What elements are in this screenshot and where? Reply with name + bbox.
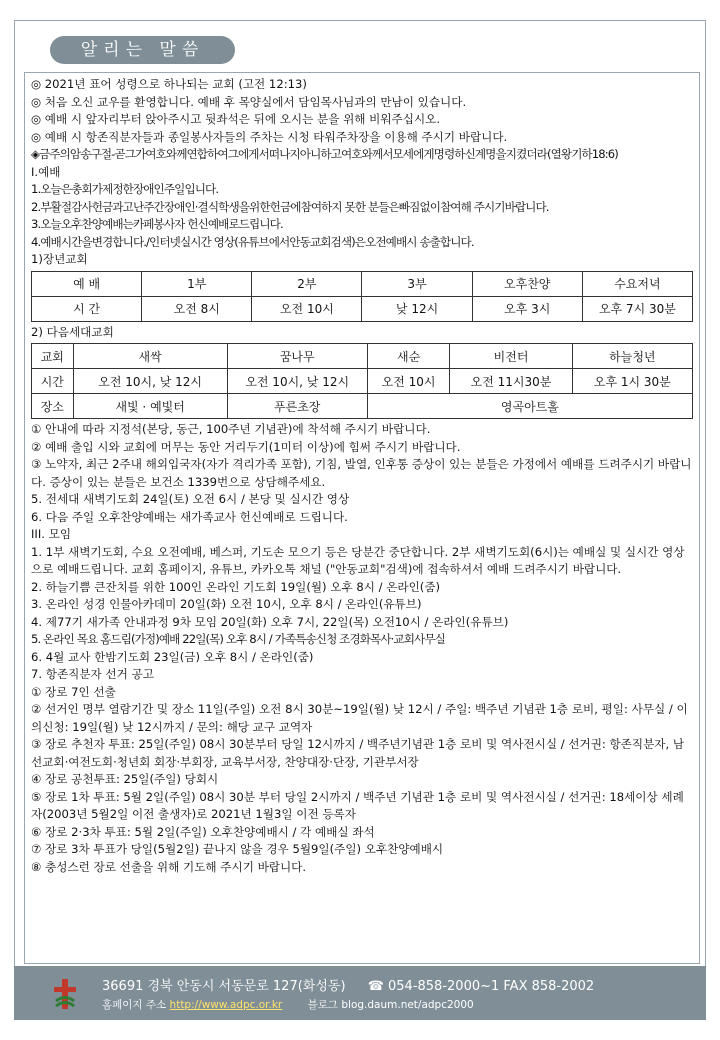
- meeting-item: 4. 제77기 새가족 안내과정 9차 모임 20일(화) 오후 7시, 22일(목) 오전10시 / 온라인(유튜브): [31, 614, 509, 629]
- church-footer: [14, 966, 706, 1020]
- notice-item: 5. 전세대 새벽기도회 24일(토) 오전 6시 / 본당 및 실시간 영상: [31, 492, 350, 506]
- table-cell: 예 배: [32, 271, 142, 296]
- table-cell: 푸른초장: [227, 394, 367, 419]
- meeting-item: ④ 장로 공천투표: 25일(주일) 당회시: [31, 772, 219, 786]
- meeting-item: ① 장로 7인 선출: [31, 684, 116, 699]
- notice-item: 6. 다음 주일 오후찬양예배는 새가족교사 헌신예배로 드립니다.: [31, 509, 348, 524]
- table-cell: 3부: [362, 271, 472, 296]
- homepage-label: 홈페이지 주소: [102, 999, 167, 1011]
- table-cell: 오전 10시: [367, 369, 450, 394]
- table-row: [32, 296, 693, 321]
- table-row: [32, 344, 693, 369]
- table-cell: 오전 10시, 낮 12시: [73, 369, 227, 394]
- table-cell: 새싹: [73, 344, 227, 369]
- meeting-item: ⑤ 장로 1차 투표: 5월 2일(주일) 08시 30분 부터 당일 2시까지 / 백주년 기념관 1층 로비 및 역사전시실 / 선거권: 18세이상 세례자(2003년 5월2일 이전 출생자)로 2021년 1월3일 이전 등록자: [31, 789, 684, 821]
- footer-web-line: [102, 997, 474, 1012]
- table-cell: 새빛 · 예빛터: [73, 394, 227, 419]
- meeting-item: 6. 4월 교사 한밤기도회 23일(금) 오후 8시 / 온라인(줌): [31, 649, 314, 664]
- adult-schedule-table: [31, 271, 693, 322]
- table-cell: 오후 3시: [472, 296, 582, 321]
- table-row: [32, 369, 693, 394]
- footer-contact-line: [102, 975, 594, 994]
- next-generation-label: 2) 다음세대교회: [31, 324, 114, 339]
- table-cell: 영곡아트홀: [367, 394, 692, 419]
- memory-verse: ◈금주의암송구절-곧그가여호와께연합하여그에게서떠나지아니하고여호와께서모세에게명령하신계명을지켰더라(열왕기하18:6): [31, 147, 618, 161]
- table-cell: 꿈나무: [227, 344, 367, 369]
- meeting-item: ⑧ 충성스런 장로 선출을 위해 기도해 주시기 바랍니다.: [31, 859, 307, 874]
- intro-line: ◎ 예배 시 항존직분자들과 종일봉사자들의 주차는 시청 타워주차장을 이용해 주시기 바랍니다.: [31, 129, 508, 144]
- table-cell: 오후 7시 30분: [582, 296, 692, 321]
- meeting-item: 5. 온라인 목요 홈드림(가정)예배 22일(목) 오후 8시 / 가족특송신청 조경화목사·교회사무실: [31, 632, 445, 646]
- table-row: [32, 394, 693, 419]
- announcements-box: [24, 72, 700, 964]
- table-cell: 2부: [252, 271, 362, 296]
- table-row: [32, 271, 693, 296]
- table-cell: 교회: [32, 344, 74, 369]
- church-phone: ☎ 054-858-2000~1 FAX 858-2002: [367, 979, 595, 994]
- meetings-heading: III. 모임: [31, 527, 72, 541]
- table-cell: 오후찬양: [472, 271, 582, 296]
- intro-line: ◎ 처음 오신 교우를 환영합니다. 예배 후 목양실에서 담임목사님과의 만남이 있습니다.: [31, 94, 467, 109]
- table-cell: 시간: [32, 369, 74, 394]
- meeting-item: 7. 항존직분자 선거 공고: [31, 667, 154, 681]
- table-cell: 하늘청년: [572, 344, 692, 369]
- notice-item: ① 안내에 따라 지정석(본당, 동근, 100주년 기념관)에 착석해 주시기 바랍니다.: [31, 422, 431, 436]
- table-cell: 수요저녁: [582, 271, 692, 296]
- worship-item: 1.오늘은총회가제정한장애인주일입니다.: [31, 182, 219, 196]
- meeting-item: 1. 1부 새벽기도회, 수요 오전예배, 베스퍼, 기도손 모으기 등은 당분간 중단합니다. 2부 새벽기도회(6시)는 예배실 및 실시간 영상으로 예배드립니다. 교회 홈페이지, 유튜브, 카카오톡 채널 ("안동교회"검색)에 접속하셔서 예배 드려주시기 바랍니다.: [31, 544, 685, 576]
- table-cell: 오전 8시: [142, 296, 252, 321]
- table-cell: 시 간: [32, 296, 142, 321]
- notice-item: ③ 노약자, 최근 2주내 해외입국자(자가 격리가족 포함), 기침, 발열, 인후통 증상이 있는 분들은 가정에서 예배를 드려주시기 바랍니다. 증상이 있는 분들은 보건소 1339번으로 상담해주세요.: [31, 457, 692, 489]
- worship-item: 3.오늘오후찬양예배는카페봉사자 헌신예배로드립니다.: [31, 217, 283, 231]
- church-address: 36691 경북 안동시 서동문로 127(화성동): [102, 979, 346, 994]
- meeting-item: ② 선거인 명부 열람기간 및 장소 11일(주일) 오전 8시 30분~19일(월) 낮 12시 / 주일: 백주년 기념관 1층 로비, 평일: 사무실 / 이의신청: 19일(월) 낮 12시까지 / 문의: 해당 교구 교역자: [31, 702, 688, 734]
- notice-item: ② 예배 출입 시와 교회에 머무는 동안 거리두기(1미터 이상)에 힘써 주시기 바랍니다.: [31, 439, 461, 454]
- worship-item: 2.부활절감사헌금과고난주간장애인·결식학생을위한헌금에참여하지 못한 분들은빠짐없이참여해 주시기바랍니다.: [31, 199, 549, 214]
- meeting-item: ③ 장로 추천자 투표: 25일(주일) 08시 30분부터 당일 12시까지 / 백주년기념관 1층 로비 및 역사전시실 / 선거권: 항존직분자, 남선교회·여전도회·청년회 회장·부회장, 교육부서장, 찬양대장·단장, 기관부서장: [31, 737, 685, 769]
- intro-line: ◎ 예배 시 앞자리부터 앉아주시고 뒷좌석은 뒤에 오시는 분을 위해 비워주십시오.: [31, 112, 441, 126]
- adult-church-label: 1)장년교회: [31, 252, 88, 266]
- blog-address: 블로그 blog.daum.net/adpc2000: [307, 999, 474, 1011]
- table-cell: 1부: [142, 271, 252, 296]
- worship-item: 4.예배시간을변경합니다./인터넷실시간 영상(유튜브에서안동교회검색)은오전예배시 송출합니다.: [31, 234, 474, 249]
- table-cell: 오전 10시, 낮 12시: [227, 369, 367, 394]
- table-cell: 장소: [32, 394, 74, 419]
- table-cell: 오후 1시 30분: [572, 369, 692, 394]
- homepage-link[interactable]: http://www.adpc.or.kr: [169, 999, 283, 1011]
- table-cell: 오전 11시30분: [450, 369, 572, 394]
- table-cell: 새순: [367, 344, 450, 369]
- section-title: 알리는 말씀: [50, 36, 235, 64]
- table-cell: 비전터: [450, 344, 572, 369]
- table-cell: 낮 12시: [362, 296, 472, 321]
- table-cell: 오전 10시: [252, 296, 362, 321]
- next-generation-table: [31, 343, 693, 419]
- meeting-item: ⑥ 장로 2·3차 투표: 5월 2일(주일) 오후찬양예배시 / 각 예배실 좌석: [31, 824, 375, 839]
- worship-heading: I.예배: [31, 164, 61, 179]
- church-cross-logo-icon: [54, 979, 76, 1009]
- meeting-item: 2. 하늘기쁨 큰잔치를 위한 100인 온라인 기도회 19일(월) 오후 8시 / 온라인(줌): [31, 579, 441, 594]
- meeting-item: ⑦ 장로 3차 투표가 당일(5월2일) 끝나지 않을 경우 5월9일(주일) 오후찬양예배시: [31, 842, 444, 856]
- meeting-item: 3. 온라인 성경 인물아카데미 20일(화) 오전 10시, 오후 8시 / 온라인(유튜브): [31, 597, 422, 611]
- motto-line: ◎ 2021년 표어 성령으로 하나되는 교회 (고전 12:13): [31, 77, 307, 91]
